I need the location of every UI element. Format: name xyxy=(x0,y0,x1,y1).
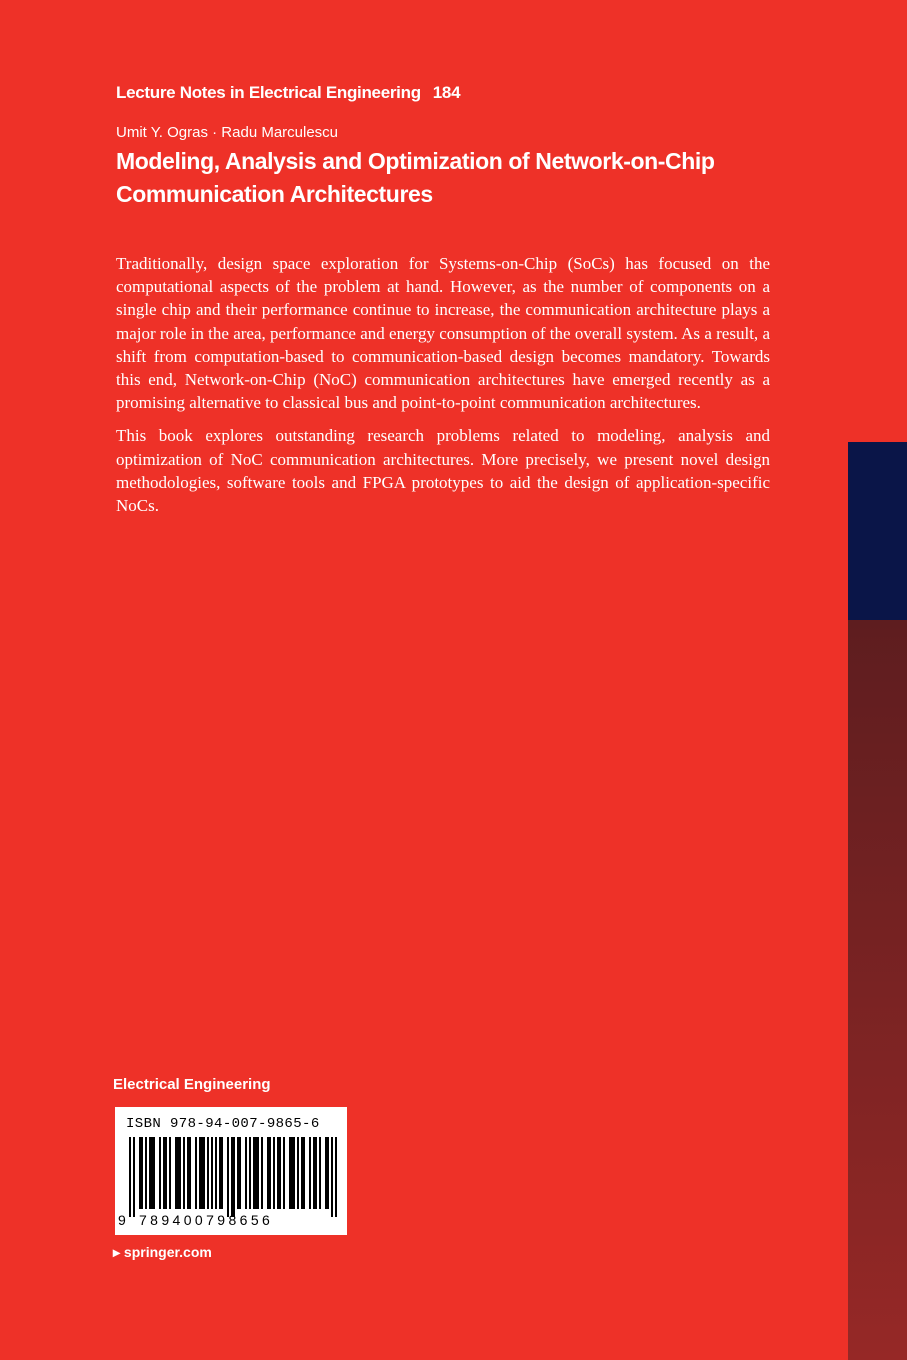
barcode-bar xyxy=(151,1137,153,1209)
barcode-bar xyxy=(129,1137,131,1217)
barcode-bar xyxy=(335,1137,337,1217)
barcode-bar xyxy=(177,1137,179,1209)
barcode-bar xyxy=(315,1137,317,1209)
barcode-bar xyxy=(267,1137,269,1209)
barcode-bar xyxy=(249,1137,251,1209)
barcode-bar xyxy=(293,1137,295,1209)
barcode-bar xyxy=(179,1137,181,1209)
barcode-bar xyxy=(309,1137,311,1209)
barcode-bar xyxy=(255,1137,257,1209)
barcode-bar xyxy=(313,1137,315,1209)
barcode-bar xyxy=(279,1137,281,1209)
blurb xyxy=(116,252,770,527)
barcode-bar xyxy=(169,1137,171,1209)
ean-digits: 789400798656 xyxy=(139,1212,274,1228)
barcode-box xyxy=(115,1107,347,1235)
barcode-bar xyxy=(221,1137,223,1209)
barcode-bar xyxy=(207,1137,209,1209)
barcode-bar xyxy=(141,1137,143,1209)
barcode-bar xyxy=(203,1137,205,1209)
barcode-bar xyxy=(269,1137,271,1209)
book-title xyxy=(116,145,756,211)
barcode-bar xyxy=(211,1137,213,1209)
barcode-bar xyxy=(159,1137,161,1209)
barcode-bar xyxy=(149,1137,151,1209)
barcode-bar xyxy=(165,1137,167,1209)
barcode-bar xyxy=(319,1137,321,1209)
barcode-bar xyxy=(153,1137,155,1209)
barcode-bar xyxy=(183,1137,185,1209)
barcode-bar xyxy=(261,1137,263,1209)
isbn-text: ISBN 978-94-007-9865-6 xyxy=(126,1116,320,1132)
barcode-bar xyxy=(273,1137,275,1209)
barcode-bar xyxy=(189,1137,191,1209)
series-name: Lecture Notes in Electrical Engineering xyxy=(116,83,421,102)
barcode-bar xyxy=(227,1137,229,1217)
barcode-bar xyxy=(297,1137,299,1209)
barcode-bar xyxy=(289,1137,291,1209)
title-line-1: Modeling, Analysis and Optimization of Network-on-Chip xyxy=(116,148,715,174)
barcode-bar xyxy=(237,1137,239,1209)
barcode-bar xyxy=(231,1137,233,1217)
ean-first-digit: 9 xyxy=(118,1212,126,1228)
barcode-bar xyxy=(257,1137,259,1209)
barcode-bar xyxy=(175,1137,177,1209)
barcode-bar xyxy=(331,1137,333,1217)
barcode-bar xyxy=(253,1137,255,1209)
barcode-bar xyxy=(245,1137,247,1209)
blurb-paragraph-2: This book explores outstanding research problems related to modeling, analysis and optimization of NoC communication architectures. More precisely, we present novel design methodologies, software tools and FPGA prototypes to aid the design of application-specific NoCs. xyxy=(116,426,770,516)
series-line xyxy=(116,83,460,103)
publisher-link[interactable]: ▸ springer.com xyxy=(113,1244,212,1260)
barcode-bar xyxy=(201,1137,203,1209)
barcode-bar xyxy=(301,1137,303,1209)
barcode-bar xyxy=(277,1137,279,1209)
barcode-bar xyxy=(325,1137,327,1209)
series-number: 184 xyxy=(432,83,461,102)
barcode-bar xyxy=(327,1137,329,1209)
spine-band-dark xyxy=(848,620,907,1360)
barcode-bar xyxy=(239,1137,241,1209)
barcode-bar xyxy=(233,1137,235,1217)
subject-label: Electrical Engineering xyxy=(113,1076,271,1093)
authors: Umit Y. Ogras · Radu Marculescu xyxy=(116,124,339,141)
blurb-paragraph-1: Traditionally, design space exploration for Systems-on-Chip (SoCs) has focused on the computational aspects of the problem at hand. However, as the number of components on a single chip and their performance continue to increase, the communication architecture plays a major role in the area, performance and energy consumption of the overall system. As a result, a shift from computation-based to communication-based design becomes mandatory. Towards this end, Network-on-Chip (NoC) communication architectures have emerged recently as a promising alternative to classical bus and point-to-point communication architectures. xyxy=(116,254,770,413)
barcode-bar xyxy=(139,1137,141,1209)
barcode-bar xyxy=(283,1137,285,1209)
barcode-bar xyxy=(219,1137,221,1209)
barcode-bar xyxy=(187,1137,189,1209)
barcode-bar xyxy=(291,1137,293,1209)
barcode-bar xyxy=(303,1137,305,1209)
barcode-bar xyxy=(215,1137,217,1209)
barcode-bar xyxy=(163,1137,165,1209)
barcode-bar xyxy=(133,1137,135,1217)
title-line-2: Communication Architectures xyxy=(116,181,433,207)
spine-band-blue xyxy=(848,442,907,620)
barcode-bar xyxy=(145,1137,147,1209)
barcode-bar xyxy=(199,1137,201,1209)
barcode-bar xyxy=(195,1137,197,1209)
